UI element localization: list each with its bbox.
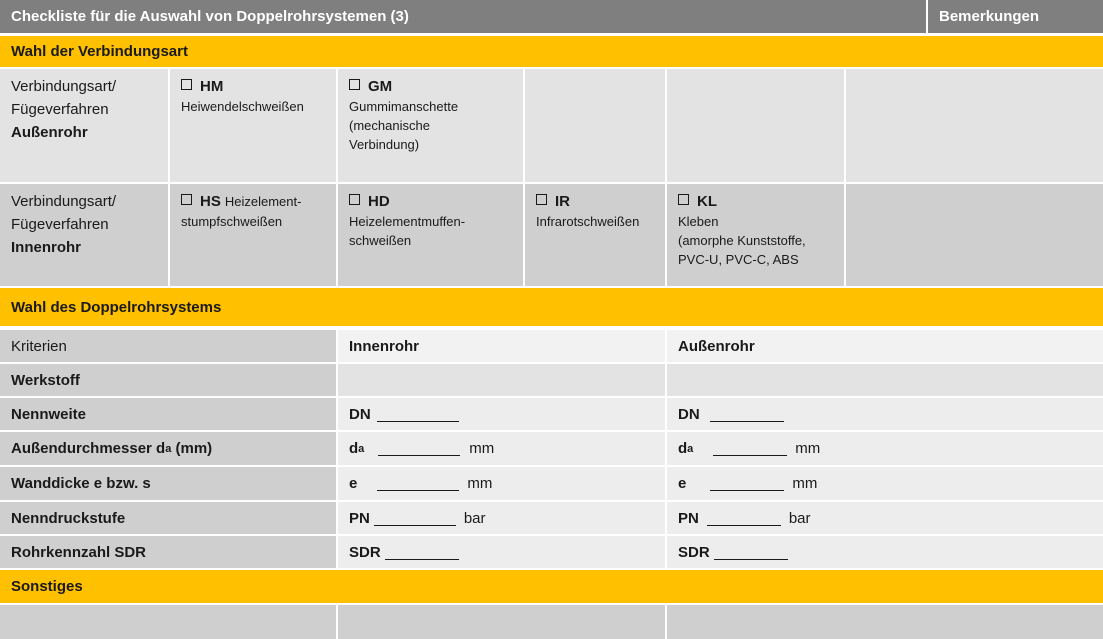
section-miscellaneous: Sonstiges (0, 570, 1103, 603)
row-pressure-rating-label: Nenndruckstufe (0, 502, 336, 534)
checkbox-hd[interactable] (349, 194, 360, 205)
wall-outer-field[interactable] (667, 467, 1103, 500)
checkbox-hm[interactable] (181, 79, 192, 90)
outer-label-bold: Außenrohr (11, 124, 88, 141)
sdr-prefix: SDR (349, 543, 381, 561)
outer-empty-cell (525, 69, 665, 182)
option-gm[interactable] (338, 69, 523, 182)
e-unit: mm (792, 475, 818, 492)
e-prefix: e (349, 475, 358, 492)
outer-empty-cell (667, 69, 844, 182)
inner-label-line2: Fügeverfahren (11, 216, 109, 233)
dn-inner-blank[interactable] (377, 407, 459, 422)
pn-prefix: PN (349, 509, 370, 527)
row-material-label: Werkstoff (0, 364, 336, 396)
option-gm-code: GM (368, 78, 393, 95)
pn-prefix: PN (678, 509, 699, 527)
option-gm-desc: Gummimanschette (mechanische Verbindung) (349, 99, 459, 152)
option-hm-code: HM (200, 78, 224, 95)
pn-unit: bar (788, 509, 811, 527)
material-outer-field[interactable] (667, 364, 1103, 396)
remarks-header: Bemerkungen (928, 0, 1103, 33)
option-hm[interactable] (170, 69, 336, 182)
e-unit: mm (467, 475, 493, 492)
checkbox-kl[interactable] (678, 194, 689, 205)
checkbox-gm[interactable] (349, 79, 360, 90)
criteria-label: Kriterien (0, 330, 336, 362)
outer-label-line2: Fügeverfahren (11, 101, 109, 118)
da-prefix: d (678, 440, 688, 457)
diameter-label-pre: Außendurchmesser d (11, 440, 166, 457)
pressure-outer-field[interactable] (667, 502, 1103, 534)
option-ir-code: IR (555, 193, 570, 210)
dn-prefix: DN (678, 405, 700, 423)
diameter-inner-field[interactable] (338, 432, 665, 465)
option-hs[interactable] (170, 184, 336, 286)
checkbox-ir[interactable] (536, 194, 547, 205)
misc-cell-3[interactable] (667, 605, 1103, 639)
option-hd-code: HD (368, 193, 390, 210)
inner-pipe-label (0, 184, 168, 286)
checklist-title: Checkliste für die Auswahl von Doppelrohrsystemen (3) (0, 0, 926, 33)
da-prefix-sub: a (687, 442, 694, 455)
checkbox-hs[interactable] (181, 194, 192, 205)
option-hd[interactable] (338, 184, 523, 286)
diameter-label-post: (mm) (171, 440, 213, 457)
option-kl[interactable] (667, 184, 844, 286)
option-hs-inline: Heizelement- (224, 194, 302, 209)
material-inner-field[interactable] (338, 364, 665, 396)
pressure-inner-field[interactable] (338, 502, 665, 534)
option-hs-code: HS (200, 193, 221, 210)
dn-outer-blank[interactable] (710, 407, 784, 422)
da-prefix: d (349, 440, 359, 457)
sdr-outer-blank[interactable] (714, 545, 788, 560)
diameter-outer-field[interactable] (667, 432, 1103, 465)
misc-cell-1[interactable] (0, 605, 336, 639)
dn-prefix: DN (349, 405, 371, 423)
sdr-inner-field[interactable] (338, 536, 665, 568)
outer-label-line1: Verbindungsart/ (11, 78, 117, 95)
misc-cell-2[interactable] (338, 605, 665, 639)
nominal-inner-field[interactable] (338, 398, 665, 430)
row-wall-thickness-label: Wanddicke e bzw. s (0, 467, 336, 500)
e-prefix: e (678, 475, 687, 492)
option-hs-desc: stumpfschweißen (181, 214, 283, 229)
sdr-outer-field[interactable] (667, 536, 1103, 568)
column-inner-pipe: Innenrohr (338, 330, 665, 362)
option-ir[interactable] (525, 184, 665, 286)
e-inner-blank[interactable] (377, 476, 459, 491)
pn-outer-blank[interactable] (707, 511, 781, 526)
da-outer-blank[interactable] (713, 441, 787, 456)
option-kl-desc: Kleben (amorphe Kunststoffe, PVC-U, PVC-C, ABS (678, 214, 806, 267)
outer-remarks-cell[interactable] (846, 69, 1103, 182)
option-kl-code: KL (697, 193, 717, 210)
option-hm-desc: Heiwendelschweißen (181, 99, 304, 114)
pn-inner-blank[interactable] (374, 511, 456, 526)
pn-unit: bar (463, 509, 486, 527)
outer-pipe-label (0, 69, 168, 182)
inner-label-bold: Innenrohr (11, 239, 81, 256)
row-sdr-label: Rohrkennzahl SDR (0, 536, 336, 568)
option-ir-desc: Infrarotschweißen (536, 214, 640, 229)
column-outer-pipe: Außenrohr (667, 330, 1103, 362)
sdr-prefix: SDR (678, 543, 710, 561)
nominal-outer-field[interactable] (667, 398, 1103, 430)
da-inner-blank[interactable] (378, 441, 460, 456)
inner-remarks-cell[interactable] (846, 184, 1103, 286)
row-outer-diameter-label (0, 432, 336, 465)
wall-inner-field[interactable] (338, 467, 665, 500)
inner-label-line1: Verbindungsart/ (11, 193, 117, 210)
da-unit: mm (469, 440, 495, 457)
e-outer-blank[interactable] (710, 476, 784, 491)
sdr-inner-blank[interactable] (385, 545, 459, 560)
option-hd-desc: Heizelementmuffen- schweißen (349, 214, 466, 248)
da-unit: mm (795, 440, 821, 457)
section-connection-type: Wahl der Verbindungsart (0, 36, 1103, 67)
row-nominal-size-label: Nennweite (0, 398, 336, 430)
diameter-label-sub: a (165, 442, 172, 455)
da-prefix-sub: a (358, 442, 365, 455)
section-double-pipe-system: Wahl des Doppelrohrsystems (0, 288, 1103, 326)
